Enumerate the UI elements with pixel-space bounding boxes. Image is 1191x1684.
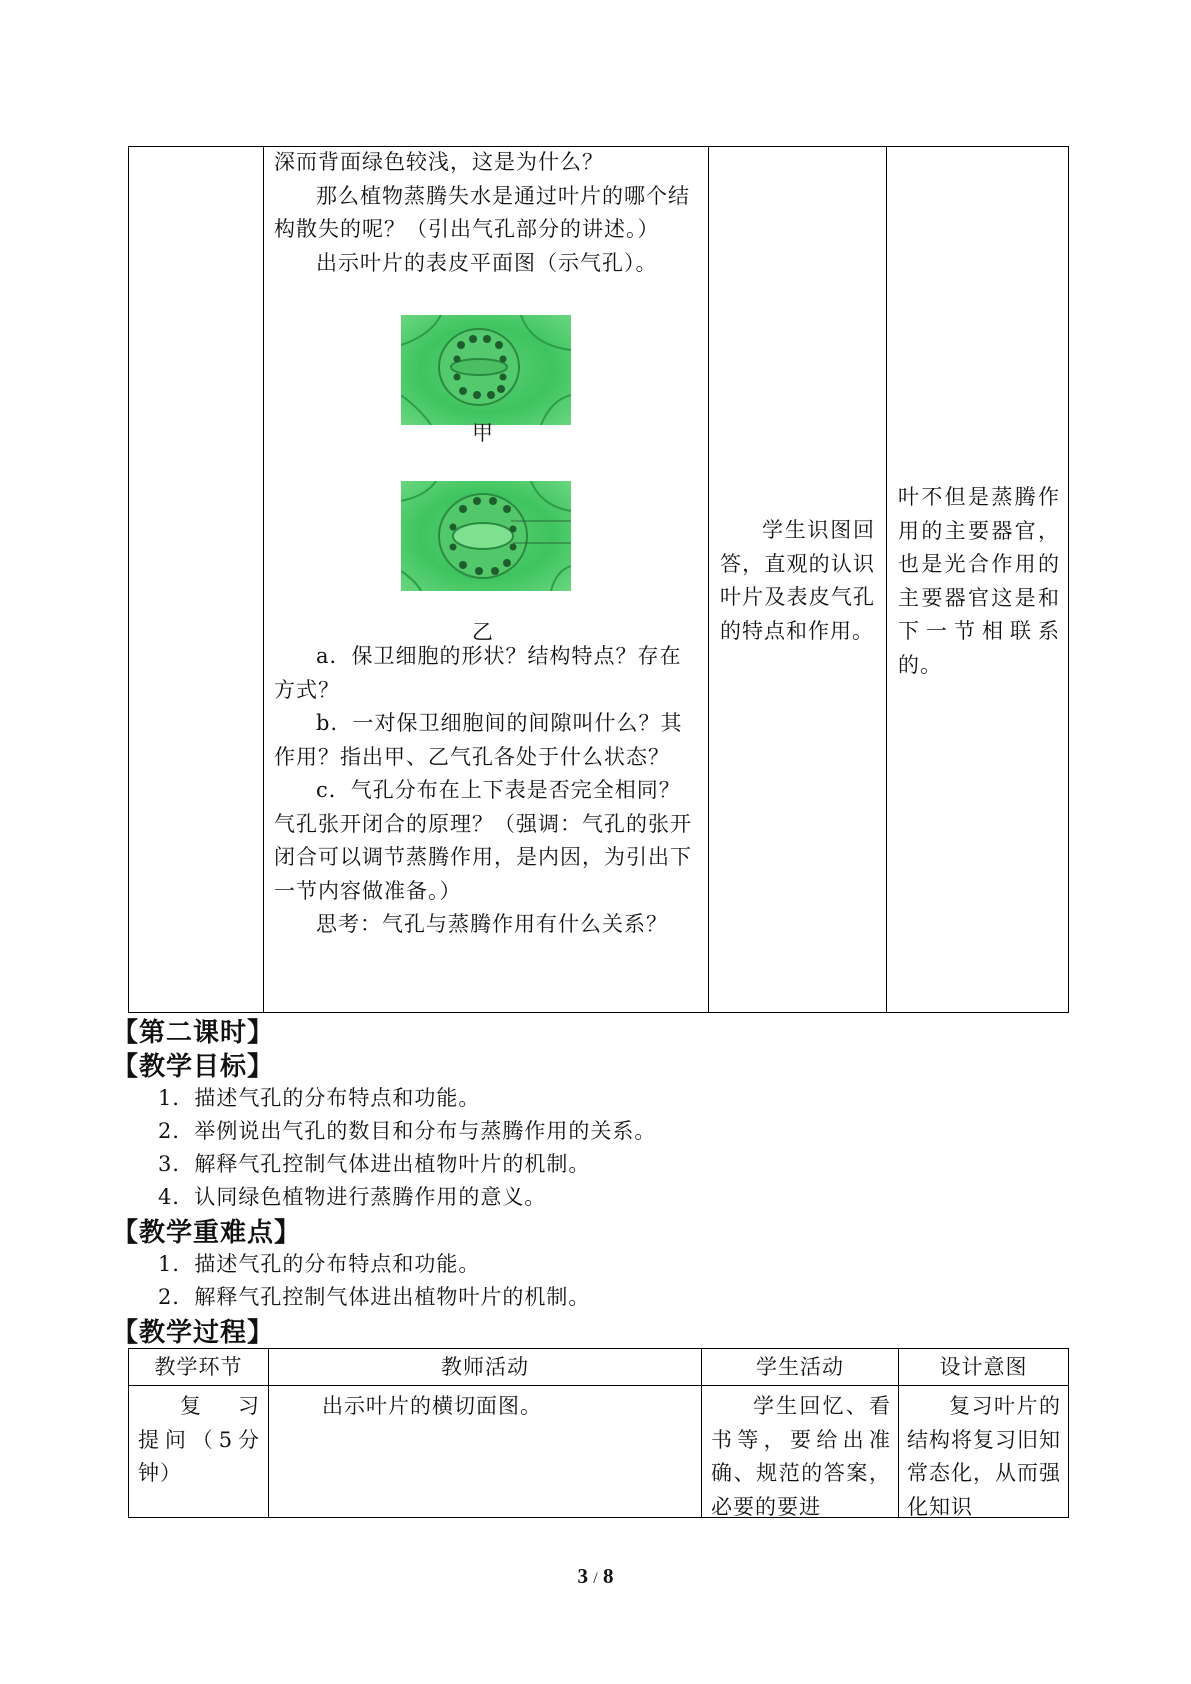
- column-header: 教师活动: [441, 1355, 529, 1379]
- image-caption-b: 乙: [472, 620, 494, 644]
- student-cell: [711, 1390, 891, 1524]
- stoma-image-open: [401, 481, 571, 591]
- column-header: 教学环节: [154, 1355, 243, 1379]
- total-pages: 8: [602, 1564, 614, 1588]
- column-header: 设计意图: [939, 1355, 1028, 1379]
- page-separator: /: [593, 1570, 598, 1587]
- objective-item: 1．描述气孔的分布特点和功能。: [158, 1086, 481, 1110]
- table-border: [886, 146, 887, 1013]
- table-border: [708, 146, 709, 1013]
- student-activity-text: 学生识图回答，直观的认识叶片及表皮气孔的特点和作用。: [720, 518, 875, 643]
- table-border: [263, 146, 264, 1013]
- stage-text: 复 习提问（5分钟）: [138, 1394, 260, 1485]
- objective-item: 3．解释气孔控制气体进出植物叶片的机制。: [158, 1152, 591, 1176]
- teacher-cell: [280, 1390, 692, 1424]
- objectives-heading: 【教学目标】: [112, 1052, 275, 1082]
- lesson-table-continued: [128, 146, 1069, 1013]
- design-intent-cell: [898, 481, 1060, 682]
- teacher-text: 出示叶片的横切面图。: [322, 1394, 542, 1418]
- column-header: 学生活动: [756, 1355, 844, 1379]
- design-intent-text: 叶不但是蒸腾作用的主要器官，也是光合作用的主要器官这是和下一节相联系的。: [898, 485, 1060, 677]
- question-a: a．保卫细胞的形状？结构特点？存在方式？: [274, 644, 682, 702]
- student-activity-cell: [720, 514, 875, 648]
- key-points-heading: 【教学重难点】: [112, 1218, 302, 1248]
- table-border: [128, 146, 129, 1013]
- paragraph: 深而背面绿色较浅，这是为什么？: [274, 150, 604, 174]
- think-question: 思考：气孔与蒸腾作用有什么关系？: [316, 912, 668, 936]
- intent-text: 复习叶片的结构将复习旧知常态化，从而强化知识: [907, 1394, 1061, 1519]
- intent-cell: [907, 1390, 1061, 1524]
- objective-item: 2．举例说出气孔的数目和分布与蒸腾作用的关系。: [158, 1119, 657, 1143]
- stoma-image-closed: [401, 315, 571, 425]
- student-text: 学生回忆、看书等，要给出准确、规范的答案，必要的要进: [711, 1394, 891, 1519]
- page-number: [0, 1564, 1191, 1589]
- question-b: b．一对保卫细胞间的间隙叫什么？其作用？指出甲、乙气孔各处于什么状态？: [274, 711, 683, 769]
- process-heading: 【教学过程】: [112, 1318, 275, 1348]
- question-c: c．气孔分布在上下表是否完全相同？气孔张开闭合的原理？（强调：气孔的张开闭合可以调节蒸腾作用，是内因，为引出下一节内容做准备。）: [274, 778, 692, 903]
- key-point-item: 1．描述气孔的分布特点和功能。: [158, 1252, 481, 1276]
- stage-cell: [138, 1390, 260, 1491]
- paragraph: 出示叶片的表皮平面图（示气孔）。: [316, 250, 658, 275]
- process-table: [128, 1348, 1069, 1518]
- table-border: [1068, 1348, 1069, 1518]
- current-page: 3: [577, 1564, 589, 1588]
- lesson-heading: 【第二课时】: [112, 1018, 275, 1048]
- image-caption-a: 甲: [472, 421, 494, 445]
- paragraph: 那么植物蒸腾失水是通过叶片的哪个结构散失的呢？（引出气孔部分的讲述。）: [274, 183, 690, 241]
- objective-item: 4．认同绿色植物进行蒸腾作用的意义。: [158, 1185, 547, 1209]
- table-border: [1068, 146, 1069, 1013]
- key-point-item: 2．解释气孔控制气体进出植物叶片的机制。: [158, 1285, 591, 1309]
